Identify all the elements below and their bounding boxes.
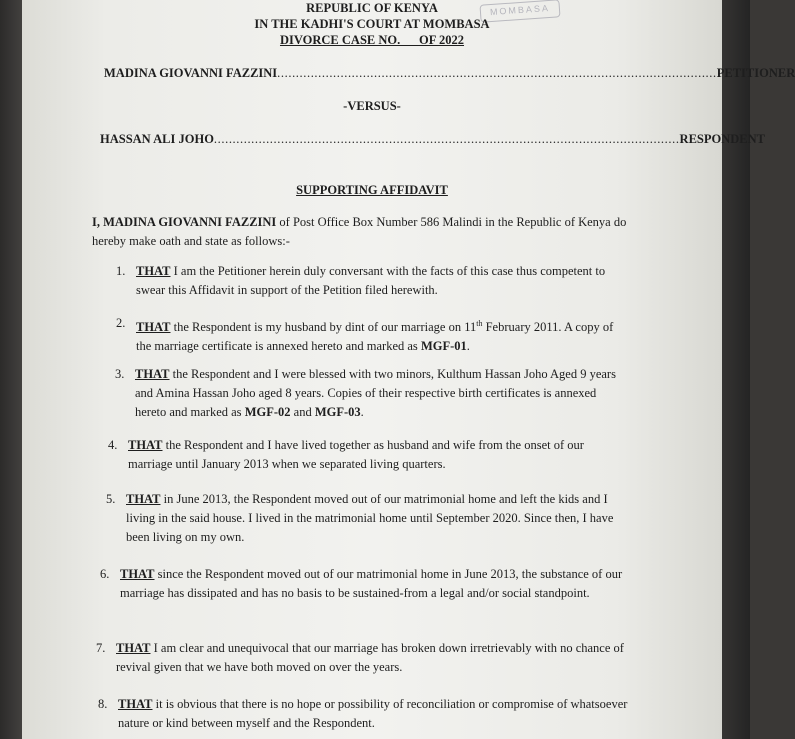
paragraph-text: I am clear and unequivocal that our marriage has broken down irretrievably with no chance of revival given that we have both moved on over the years. <box>116 641 624 674</box>
paragraph-lead: THAT <box>136 264 171 278</box>
paragraph-text-and: and <box>290 405 315 419</box>
annex-ref-mgf01: MGF-01 <box>420 339 467 354</box>
header-case-number: DIVORCE CASE NO. OF 2022 <box>279 33 465 47</box>
paragraph-number: 5. <box>106 492 116 506</box>
petitioner-line <box>104 66 795 81</box>
versus-label: -VERSUS- <box>343 99 401 113</box>
intro-deponent-name: I, MADINA GIOVANNI FAZZINI <box>92 215 277 229</box>
paragraph-number: 1. <box>116 264 126 278</box>
paragraph-number: 4. <box>108 438 118 452</box>
paragraph-number: 2. <box>116 316 126 330</box>
petitioner-dots: ...................................................................................................................... <box>277 66 717 80</box>
paragraph-number: 8. <box>98 697 108 711</box>
respondent-name: HASSAN ALI JOHO <box>100 132 214 146</box>
annex-ref-mgf03: MGF-03 <box>314 405 361 419</box>
paragraph-end: . <box>466 339 470 354</box>
paragraph-lead: THAT <box>118 697 153 711</box>
respondent-line <box>100 132 765 147</box>
paragraph-text: since the Respondent moved out of our matrimonial home in June 2013, the substance of our marriage has dissipated and has no basis to be sustained-from a legal and/or social standpoint. <box>120 567 623 600</box>
paragraph-7 <box>96 639 640 677</box>
paragraph-number: 7. <box>96 641 106 655</box>
paragraph-text: in June 2013, the Respondent moved out of our matrimonial home and left the kids and I living in the said house. I lived in the matrimonial home until September 2020. Since then, I have been living on my own. <box>126 492 614 544</box>
paragraph-8 <box>98 695 642 733</box>
respondent-dots: ............................................................................................................................. <box>213 132 680 146</box>
affidavit-title: SUPPORTING AFFIDAVIT <box>296 183 448 197</box>
paragraph-lead: THAT <box>126 492 161 506</box>
paragraph-5 <box>106 490 638 547</box>
paragraph-text: the Respondent is my husband by dint of our marriage on 11 <box>170 320 477 335</box>
intro-text: of Post Office Box Number 586 Malindi in the Republic of Kenya do hereby make oath and state as follows:- <box>92 215 627 248</box>
paragraph-1 <box>116 262 624 300</box>
petitioner-role: PETITIONER <box>716 66 795 80</box>
paragraph-lead: THAT <box>116 641 151 655</box>
paragraph-6 <box>100 565 638 603</box>
paragraph-text: the Respondent and I have lived together as husband and wife from the onset of our marriage until January 2013 when we separated living quarters. <box>128 438 584 471</box>
court-stamp: MOMBASA <box>479 0 560 23</box>
paragraph-number: 6. <box>100 567 110 581</box>
paragraph-text: I am the Petitioner herein duly conversant with the facts of this case thus competent to swear this Affidavit in support of the Petition filed herewith. <box>136 264 606 297</box>
paragraph-3 <box>115 365 625 422</box>
header-republic: REPUBLIC OF KENYA <box>306 1 438 15</box>
header-court: IN THE KADHI'S COURT AT MOMBASA <box>254 17 490 31</box>
annex-ref-mgf02: MGF-02 <box>244 405 291 419</box>
paragraph-lead: THAT <box>135 367 170 381</box>
respondent-role: RESPONDENT <box>679 132 765 146</box>
paragraph-number: 3. <box>115 367 125 381</box>
ordinal-suffix: th <box>476 319 483 328</box>
paragraph-lead: THAT <box>120 567 155 581</box>
paragraph-lead: THAT <box>128 438 163 452</box>
affidavit-page <box>22 0 795 739</box>
paragraph-4 <box>108 436 631 474</box>
paragraph-text: it is obvious that there is no hope or possibility of reconciliation or compromise of whatsoever nature or kind between myself and the Respondent. <box>118 697 628 730</box>
paragraph-text: the Respondent and I were blessed with two minors, Kulthum Hassan Joho Aged 9 years and Amina Hassan Joho aged 8 years. Copies of their respective birth certificates is annexed hereto and marked as <box>135 367 616 419</box>
paragraph-text-cont: February 2011. A copy of the marriage certificate is annexed hereto and marked as <box>136 320 614 354</box>
paragraph-end: . <box>360 405 364 419</box>
paragraph-2 <box>116 314 624 356</box>
petitioner-name: MADINA GIOVANNI FAZZINI <box>104 66 278 80</box>
paragraph-lead: THAT <box>136 320 171 335</box>
intro-paragraph <box>92 213 652 251</box>
